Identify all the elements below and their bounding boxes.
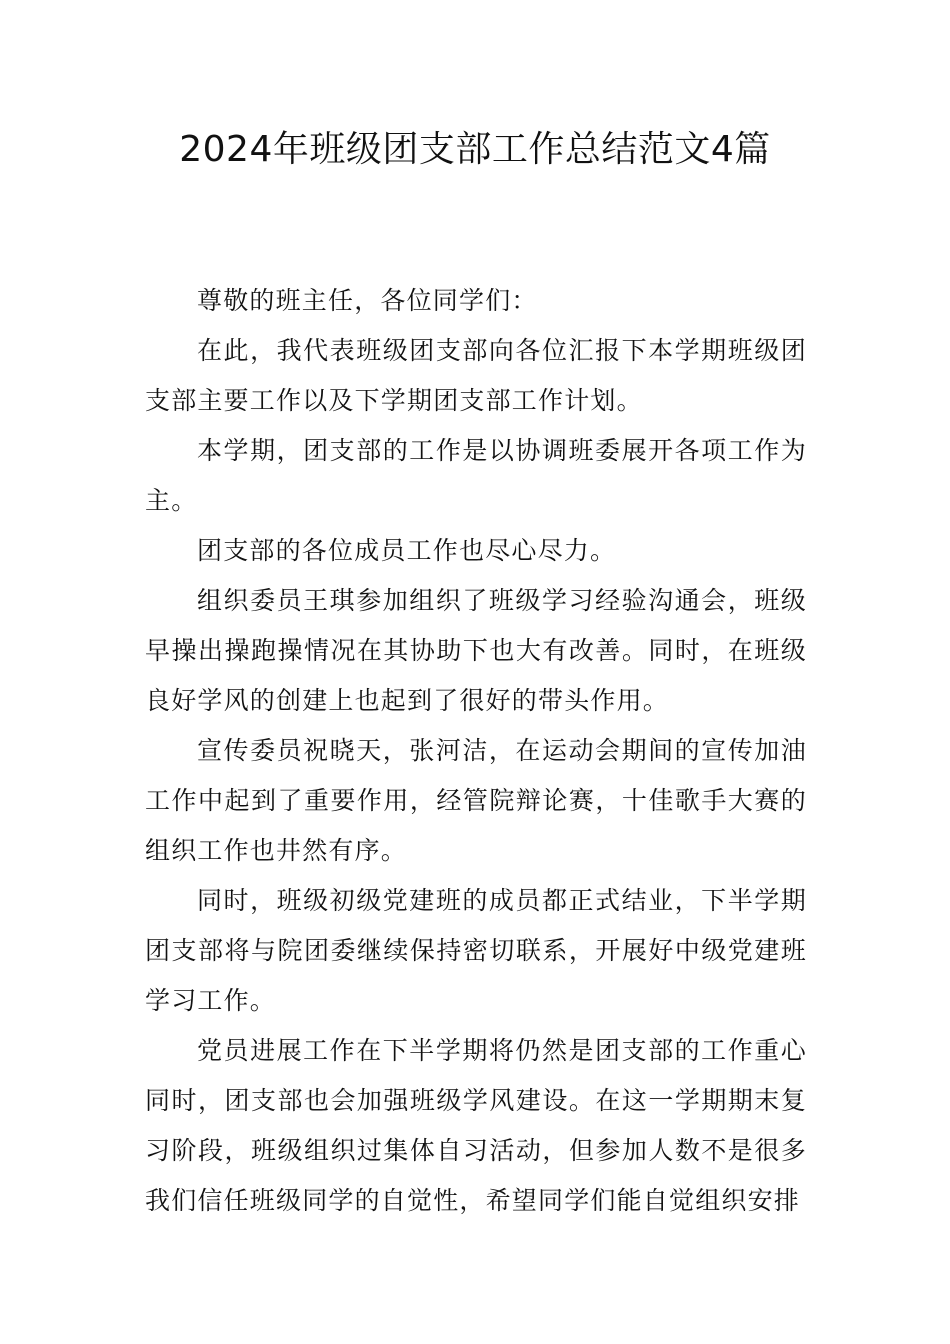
document-title: 2024年班级团支部工作总结范文4篇 [179, 129, 771, 170]
paragraph: 本学期，团支部的工作是以协调班委展开各项工作为主。 [145, 436, 807, 515]
paragraph: 团支部的各位成员工作也尽心尽力。 [197, 536, 617, 565]
paragraph: 在此，我代表班级团支部向各位汇报下本学期班级团支部主要工作以及下学期团支部工作计划。 [145, 336, 807, 415]
paragraph: 宣传委员祝晓天，张河洁，在运动会期间的宣传加油工作中起到了重要作用，经管院辩论赛，十佳歌手大赛的组织工作也井然有序。 [145, 736, 807, 865]
paragraph: 同时，班级初级党建班的成员都正式结业，下半学期团支部将与院团委继续保持密切联系，开展好中级党建班学习工作。 [145, 886, 807, 1015]
document-body [145, 276, 807, 1226]
paragraph: 组织委员王琪参加组织了班级学习经验沟通会，班级早操出操跑操情况在其协助下也大有改善。同时，在班级良好学风的创建上也起到了很好的带头作用。 [145, 586, 807, 715]
paragraph-salutation: 尊敬的班主任，各位同学们： [197, 286, 538, 315]
paragraph: 党员进展工作在下半学期将仍然是团支部的工作重心同时，团支部也会加强班级学风建设。在这一学期期末复习阶段，班级组织过集体自习活动，但参加人数不是很多我们信任班级同学的自觉性，希望同学们能自觉组织安排 [145, 1036, 807, 1215]
